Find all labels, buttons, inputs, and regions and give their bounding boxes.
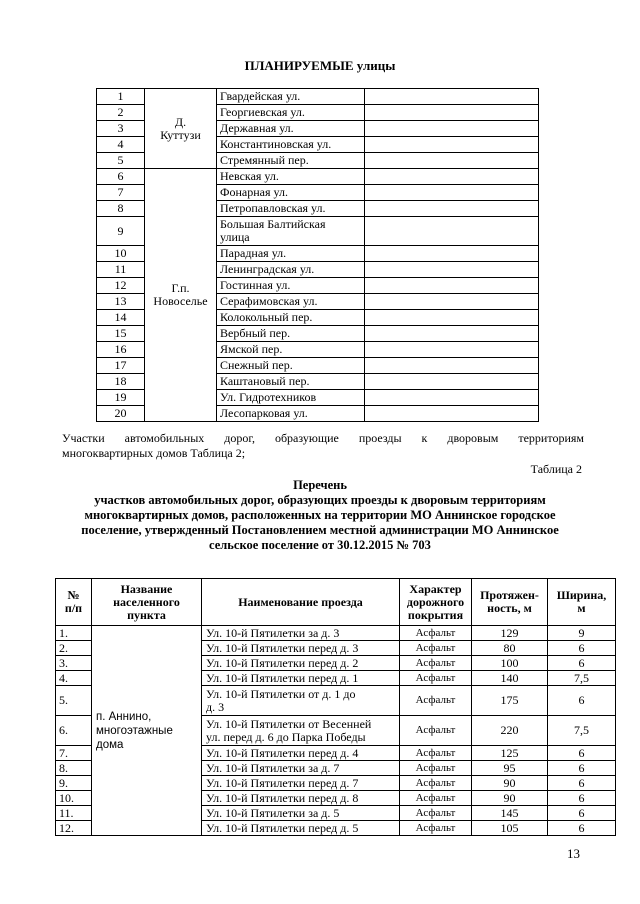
table-row — [97, 89, 539, 105]
row-number: 3. — [56, 656, 92, 671]
empty-cell — [365, 342, 539, 358]
surface-type: Асфальт — [400, 761, 472, 776]
road-name: Ул. 10-й Пятилетки перед д. 4 — [202, 746, 400, 761]
row-number: 19 — [97, 390, 145, 406]
street-name: Державная ул. — [217, 121, 365, 137]
row-number: 11. — [56, 806, 92, 821]
row-number: 7. — [56, 746, 92, 761]
paragraph-word: дворовым — [447, 431, 499, 445]
street-name: Вербный пер. — [217, 326, 365, 342]
row-number: 3 — [97, 121, 145, 137]
empty-cell — [365, 169, 539, 185]
empty-cell — [365, 246, 539, 262]
header-settlement: Название населенного пункта — [92, 579, 202, 626]
street-name: Серафимовская ул. — [217, 294, 365, 310]
empty-cell — [365, 390, 539, 406]
roads-paragraph — [62, 431, 584, 461]
road-length: 175 — [472, 686, 548, 716]
road-width: 6 — [548, 746, 616, 761]
settlement-cell: п. Аннино, многоэтажные дома — [92, 626, 202, 836]
road-length: 220 — [472, 716, 548, 746]
street-name: Колокольный пер. — [217, 310, 365, 326]
empty-cell — [365, 105, 539, 121]
street-name: Стремянный пер. — [217, 153, 365, 169]
empty-cell — [365, 406, 539, 422]
page-number: 13 — [567, 846, 580, 861]
road-name: Ул. 10-й Пятилетки перед д. 7 — [202, 776, 400, 791]
row-number: 5 — [97, 153, 145, 169]
empty-cell — [365, 217, 539, 246]
road-length: 90 — [472, 791, 548, 806]
surface-type: Асфальт — [400, 716, 472, 746]
empty-cell — [365, 137, 539, 153]
empty-cell — [365, 89, 539, 105]
empty-cell — [365, 278, 539, 294]
surface-type: Асфальт — [400, 641, 472, 656]
surface-type: Асфальт — [400, 686, 472, 716]
row-number: 9 — [97, 217, 145, 246]
road-width: 6 — [548, 791, 616, 806]
header-road: Наименование проезда — [202, 579, 400, 626]
row-number: 6 — [97, 169, 145, 185]
paragraph-word: образующие — [274, 431, 339, 445]
row-number: 8. — [56, 761, 92, 776]
surface-type: Асфальт — [400, 791, 472, 806]
row-number: 6. — [56, 716, 92, 746]
empty-cell — [365, 294, 539, 310]
paragraph-word: к — [421, 431, 428, 445]
row-number: 1. — [56, 626, 92, 641]
row-number: 5. — [56, 686, 92, 716]
row-number: 13 — [97, 294, 145, 310]
road-name: Ул. 10-й Пятилетки перед д. 3 — [202, 641, 400, 656]
road-name: Ул. 10-й Пятилетки за д. 3 — [202, 626, 400, 641]
heading-line: многоквартирных домов, расположенных на территории МО Аннинское городское — [84, 508, 556, 522]
road-length: 80 — [472, 641, 548, 656]
row-number: 10. — [56, 791, 92, 806]
paragraph-word: автомобильных — [124, 431, 205, 445]
road-length: 145 — [472, 806, 548, 821]
header-num: № п/п — [56, 579, 92, 626]
row-number: 7 — [97, 185, 145, 201]
surface-type: Асфальт — [400, 656, 472, 671]
road-name: Ул. 10-й Пятилетки от Весенней ул. перед д. 6 до Парка Победы — [202, 716, 400, 746]
row-number: 14 — [97, 310, 145, 326]
road-width: 6 — [548, 656, 616, 671]
row-number: 17 — [97, 358, 145, 374]
empty-cell — [365, 326, 539, 342]
road-length: 140 — [472, 671, 548, 686]
road-width: 6 — [548, 776, 616, 791]
paragraph-word: территориям — [518, 431, 584, 445]
road-length: 100 — [472, 656, 548, 671]
surface-type: Асфальт — [400, 746, 472, 761]
road-length: 90 — [472, 776, 548, 791]
row-number: 20 — [97, 406, 145, 422]
empty-cell — [365, 262, 539, 278]
table-2-label: Таблица 2 — [530, 462, 582, 476]
row-number: 9. — [56, 776, 92, 791]
empty-cell — [365, 153, 539, 169]
road-length: 95 — [472, 761, 548, 776]
row-number: 18 — [97, 374, 145, 390]
surface-type: Асфальт — [400, 806, 472, 821]
row-number: 8 — [97, 201, 145, 217]
heading-line: Перечень — [293, 478, 347, 492]
paragraph-line-1 — [62, 431, 584, 446]
street-name: Большая Балтийская улица — [217, 217, 365, 246]
street-name: Снежный пер. — [217, 358, 365, 374]
table-row — [56, 626, 616, 641]
road-width: 6 — [548, 821, 616, 836]
street-name: Лесопарковая ул. — [217, 406, 365, 422]
road-width: 6 — [548, 641, 616, 656]
surface-type: Асфальт — [400, 671, 472, 686]
road-name: Ул. 10-й Пятилетки перед д. 2 — [202, 656, 400, 671]
heading-line: поселение, утвержденный Постановлением местной администрации МО Аннинское — [81, 523, 559, 537]
row-number: 12 — [97, 278, 145, 294]
street-name: Парадная ул. — [217, 246, 365, 262]
road-length: 125 — [472, 746, 548, 761]
street-name: Константиновская ул. — [217, 137, 365, 153]
road-width: 6 — [548, 761, 616, 776]
row-number: 4 — [97, 137, 145, 153]
road-width: 9 — [548, 626, 616, 641]
header-width: Ширина, м — [548, 579, 616, 626]
road-name: Ул. 10-й Пятилетки перед д. 5 — [202, 821, 400, 836]
empty-cell — [365, 374, 539, 390]
table-row — [97, 169, 539, 185]
row-number: 1 — [97, 89, 145, 105]
row-number: 12. — [56, 821, 92, 836]
street-name: Георгиевская ул. — [217, 105, 365, 121]
surface-type: Асфальт — [400, 626, 472, 641]
row-number: 16 — [97, 342, 145, 358]
street-name: Каштановый пер. — [217, 374, 365, 390]
empty-cell — [365, 185, 539, 201]
driveways-table — [55, 578, 616, 836]
row-number: 4. — [56, 671, 92, 686]
row-number: 11 — [97, 262, 145, 278]
road-length: 105 — [472, 821, 548, 836]
row-number: 2. — [56, 641, 92, 656]
empty-cell — [365, 358, 539, 374]
paragraph-word: проезды — [358, 431, 402, 445]
road-name: Ул. 10-й Пятилетки перед д. 1 — [202, 671, 400, 686]
heading-line: участков автомобильных дорог, образующих проезды к дворовым территориям — [94, 493, 546, 507]
empty-cell — [365, 310, 539, 326]
row-number: 2 — [97, 105, 145, 121]
empty-cell — [365, 201, 539, 217]
road-name: Ул. 10-й Пятилетки перед д. 8 — [202, 791, 400, 806]
empty-cell — [365, 121, 539, 137]
street-name: Ул. Гидротехников — [217, 390, 365, 406]
street-name: Невская ул. — [217, 169, 365, 185]
row-number: 15 — [97, 326, 145, 342]
settlement-cell: Г.п. Новоселье — [145, 169, 217, 422]
settlement-cell: Д. Куттузи — [145, 89, 217, 169]
row-number: 10 — [97, 246, 145, 262]
street-name: Ленинградская ул. — [217, 262, 365, 278]
road-width: 6 — [548, 686, 616, 716]
surface-type: Асфальт — [400, 821, 472, 836]
street-name: Фонарная ул. — [217, 185, 365, 201]
road-name: Ул. 10-й Пятилетки за д. 5 — [202, 806, 400, 821]
street-name: Ямской пер. — [217, 342, 365, 358]
table-2-heading — [0, 478, 640, 553]
road-length: 129 — [472, 626, 548, 641]
paragraph-word: дорог, — [224, 431, 255, 445]
road-name: Ул. 10-й Пятилетки за д. 7 — [202, 761, 400, 776]
road-width: 7,5 — [548, 671, 616, 686]
header-surface: Характер дорожного покрытия — [400, 579, 472, 626]
road-name: Ул. 10-й Пятилетки от д. 1 до д. 3 — [202, 686, 400, 716]
road-width: 7,5 — [548, 716, 616, 746]
street-name: Гвардейская ул. — [217, 89, 365, 105]
paragraph-line-2: многоквартирных домов Таблица 2; — [62, 446, 246, 460]
planned-streets-title: ПЛАНИРУЕМЫЕ улицы — [244, 58, 396, 73]
surface-type: Асфальт — [400, 776, 472, 791]
street-name: Гостинная ул. — [217, 278, 365, 294]
heading-line: сельское поселение от 30.12.2015 № 703 — [209, 538, 431, 552]
street-name: Петропавловская ул. — [217, 201, 365, 217]
header-length: Протяжен- ность, м — [472, 579, 548, 626]
planned-streets-table — [96, 88, 539, 422]
paragraph-word: Участки — [62, 431, 105, 445]
road-width: 6 — [548, 806, 616, 821]
